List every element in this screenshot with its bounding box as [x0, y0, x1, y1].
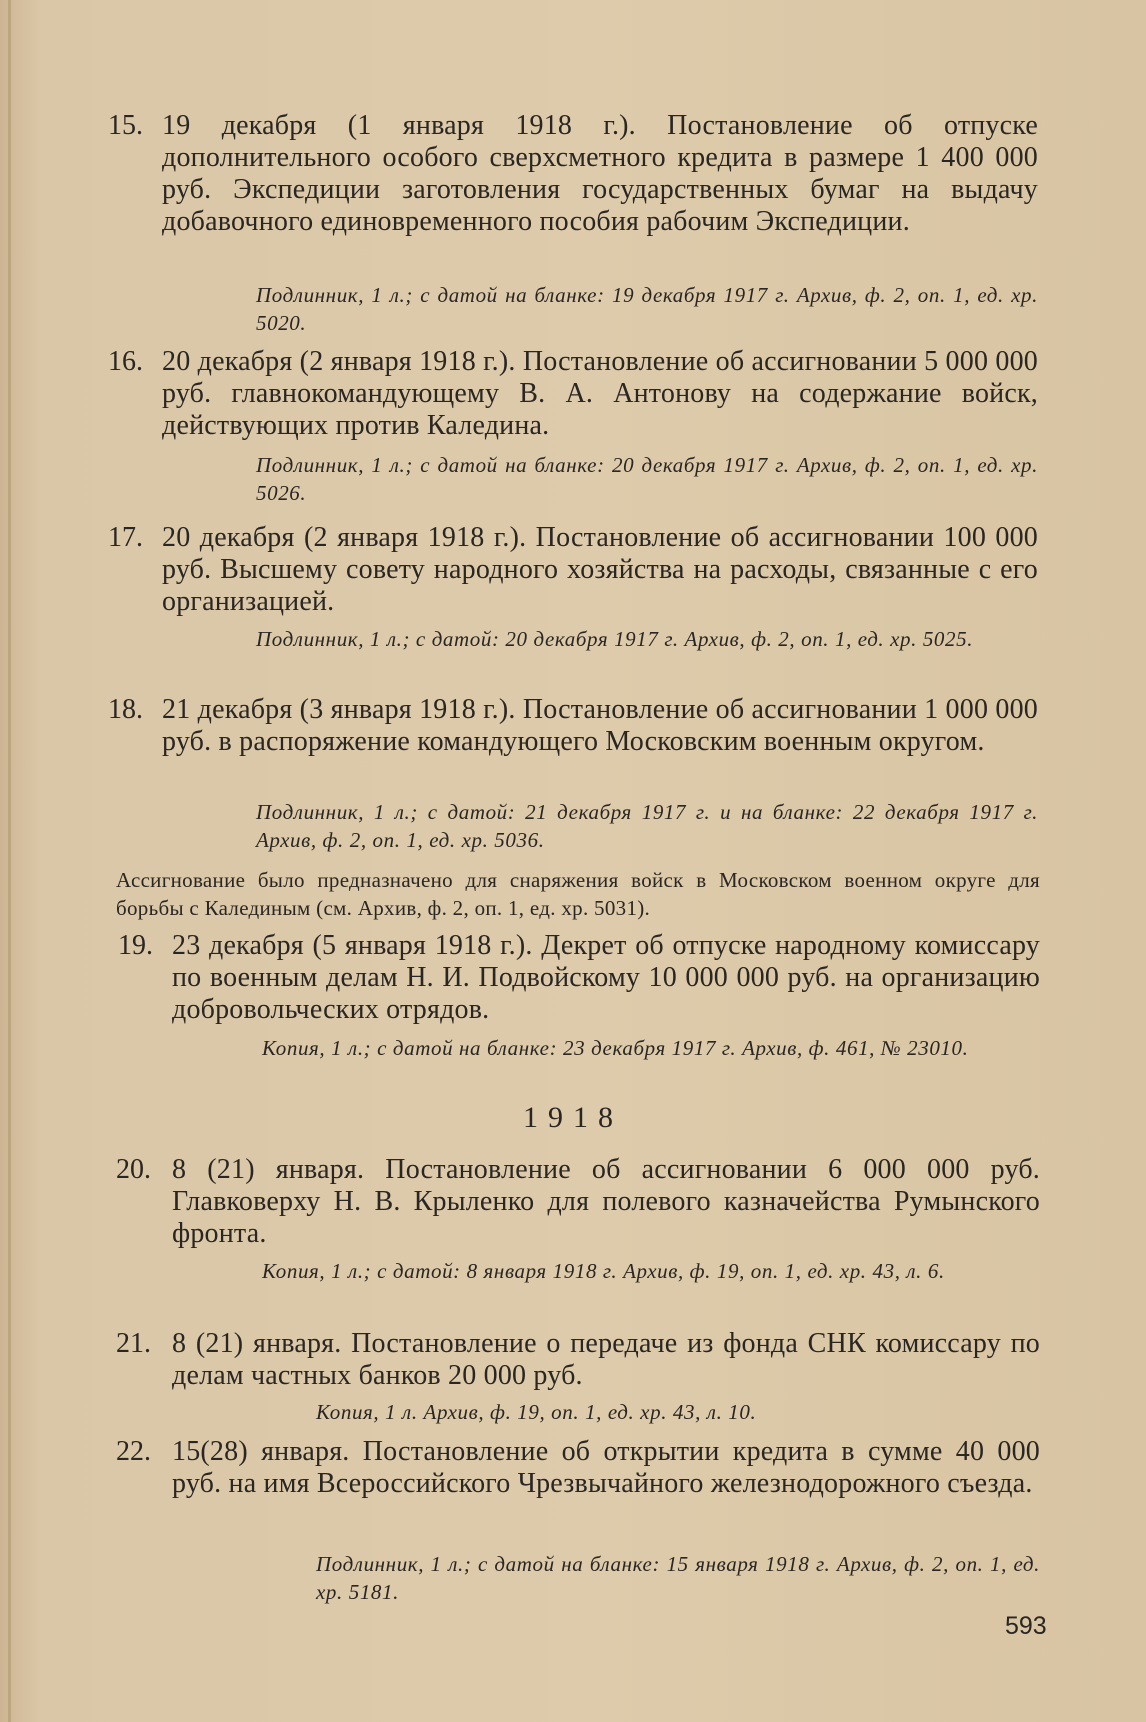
page-spine-edge — [8, 0, 11, 1722]
entry-number: 19. — [118, 930, 153, 961]
entry-source: Подлинник, 1 л.; с датой: 21 декабря 1917 г. и на бланке: 22 декабря 1917 г. Архив, ф. 2, оп. 1, ед. хр. 5036. — [256, 800, 1038, 852]
entry-text: 21 декабря (3 января 1918 г.). Постановление об ассигновании 1 000 000 руб. в распоряжение командующего Московским военным округом. — [162, 694, 1038, 757]
entry-text: 19 декабря (1 января 1918 г.). Постановление об отпуске дополнительного особого сверхсметного кредита в размере 1 400 000 руб. Экспедиции заготовления государственных бумаг на выдачу добавочного единовременного пособия рабочим Экспедиции. — [162, 110, 1038, 237]
entry-text: 20 декабря (2 января 1918 г.). Постановление об ассигновании 5 000 000 руб. главнокомандующему В. А. Антонову на содержание войск, действующих против Каледина. — [162, 346, 1038, 441]
entry-source: Подлинник, 1 л.; с датой на бланке: 15 января 1918 г. Архив, ф. 2, оп. 1, ед. хр. 5181. — [316, 1552, 1040, 1604]
entry-text: 8 (21) января. Постановление об ассигновании 6 000 000 руб. Главковерху Н. В. Крыленко для полевого казначейства Румынского фронта. — [172, 1154, 1040, 1249]
entry-text: 20 декабря (2 января 1918 г.). Постановление об ассигновании 100 000 руб. Высшему совету народного хозяйства на расходы, связанные с его организацией. — [162, 522, 1038, 617]
page-number: 593 — [1005, 1612, 1047, 1640]
entry-number: 18. — [108, 694, 143, 725]
entry-source: Копия, 1 л.; с датой на бланке: 23 декабря 1917 г. Архив, ф. 461, № 23010. — [262, 1036, 969, 1060]
entry-text: 23 декабря (5 января 1918 г.). Декрет об отпуске народному комиссару по военным делам Н. И. Подвойскому 10 000 000 руб. на организацию добровольческих отрядов. — [172, 930, 1040, 1025]
entry-source: Копия, 1 л. Архив, ф. 19, оп. 1, ед. хр. 43, л. 10. — [316, 1400, 757, 1424]
year-heading: 1918 — [523, 1101, 623, 1134]
entry-number: 22. — [116, 1436, 151, 1467]
entry-source: Копия, 1 л.; с датой: 8 января 1918 г. Архив, ф. 19, оп. 1, ед. хр. 43, л. 6. — [262, 1259, 945, 1283]
entry-number: 16. — [108, 346, 143, 377]
entry-number: 15. — [108, 110, 143, 141]
entry-note: Ассигнование было предназначено для снаряжения войск в Московском военном округе для борьбы с Калединым (см. Архив, ф. 2, оп. 1, ед. хр. 5031). — [116, 868, 1040, 920]
entry-text: 8 (21) января. Постановление о передаче из фонда СНК комиссару по делам частных банков 20 000 руб. — [172, 1328, 1040, 1391]
entry-text: 15(28) января. Постановление об открытии кредита в сумме 40 000 руб. на имя Всероссийского Чрезвычайного железнодорожного съезда. — [172, 1436, 1040, 1499]
entry-number: 17. — [108, 522, 143, 553]
entry-source: Подлинник, 1 л.; с датой: 20 декабря 1917 г. Архив, ф. 2, оп. 1, ед. хр. 5025. — [256, 627, 974, 651]
entry-source: Подлинник, 1 л.; с датой на бланке: 20 декабря 1917 г. Архив, ф. 2, оп. 1, ед. хр. 5026. — [256, 453, 1038, 505]
entry-source: Подлинник, 1 л.; с датой на бланке: 19 декабря 1917 г. Архив, ф. 2, оп. 1, ед. хр. 5020. — [256, 283, 1038, 335]
entry-number: 20. — [116, 1154, 151, 1185]
entry-number: 21. — [116, 1328, 151, 1359]
